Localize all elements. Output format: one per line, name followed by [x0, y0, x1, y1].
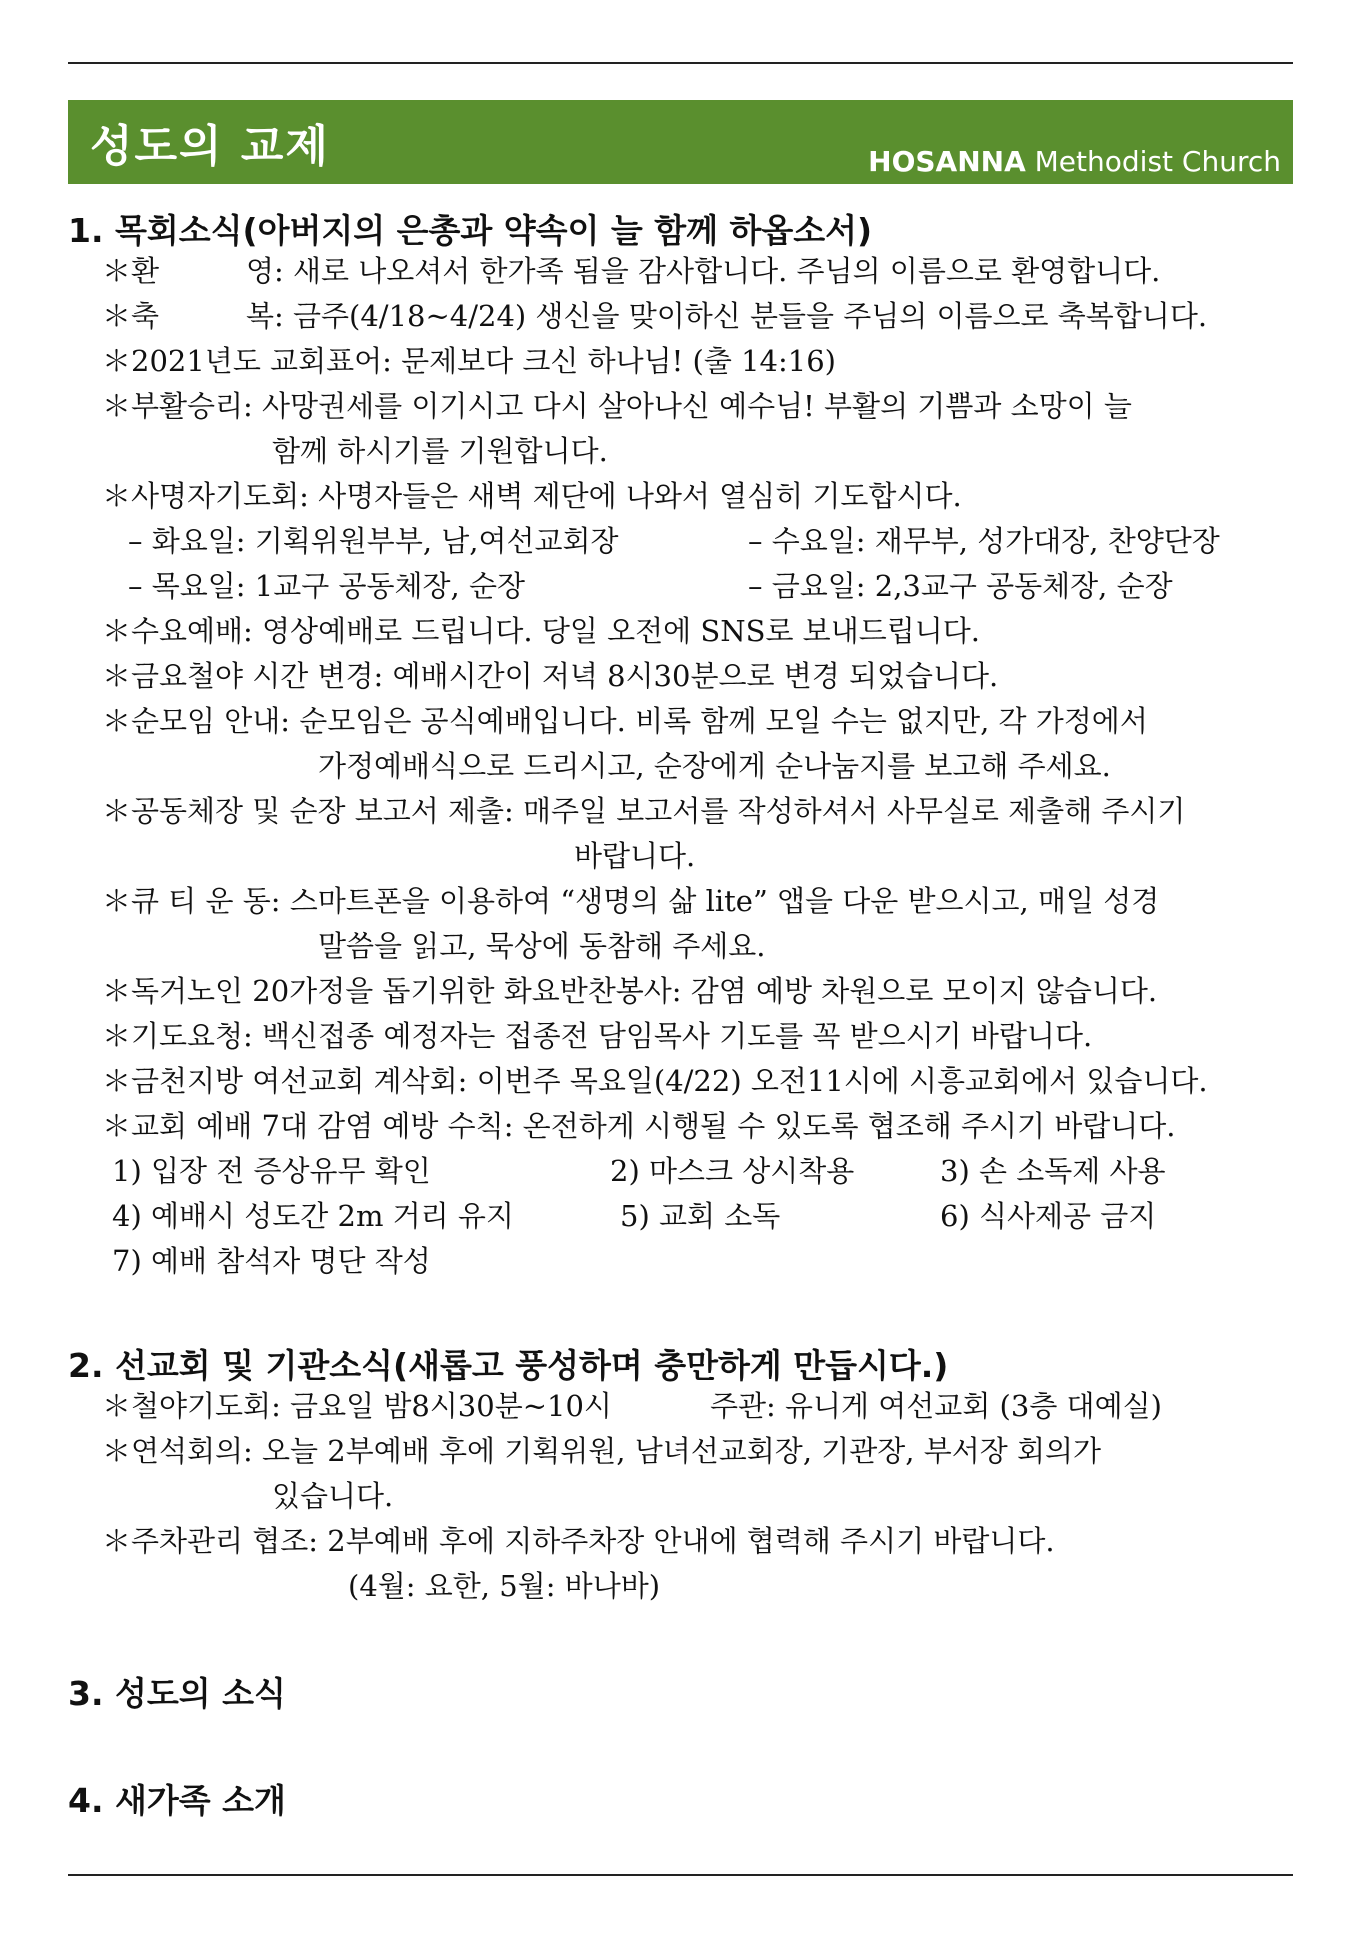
parking-line-cont: (4월: 요한, 5월: 바나바) — [348, 1569, 661, 1603]
wednesday-line: – 수요일: 재무부, 성가대장, 찬양단장 — [748, 524, 1220, 558]
section2-heading: 2. 선교회 및 기관소식(새롭고 풍성하며 충만하게 만듭시다.) — [68, 1346, 949, 1385]
bottom-rule — [68, 1874, 1293, 1876]
prayer-meeting-line: ＊사명자기도회: 사명자들은 새벽 제단에 나와서 열심히 기도합시다. — [102, 479, 962, 513]
tuesday-line: – 화요일: 기획위원부부, 남,여선교회장 — [128, 524, 619, 558]
report-line: ＊공동체장 및 순장 보고서 제출: 매주일 보고서를 작성하셔서 사무실로 제출해 주시기 — [102, 794, 1186, 828]
rule-4: 4) 예배시 성도간 2m 거리 유지 — [112, 1199, 514, 1233]
blessing-line: ＊축 복: 금주(4/18~4/24) 생신을 맞이하신 분들을 주님의 이름으로 축복합니다. — [102, 299, 1208, 333]
section-banner — [68, 100, 1293, 184]
elderly-service-line: ＊독거노인 20가정을 돕기위한 화요반찬봉사: 감염 예방 차원으로 모이지 않습니다. — [102, 974, 1158, 1008]
cell-meeting-line: ＊순모임 안내: 순모임은 공식예배입니다. 비록 함께 모일 수는 없지만, 각 가정에서 — [102, 704, 1148, 738]
vigil-prayer-line: ＊철야기도회: 금요일 밤8시30분~10시 — [102, 1389, 612, 1423]
church-name-bold: HOSANNA — [868, 145, 1026, 178]
qt-line-cont: 말씀을 읽고, 묵상에 동참해 주세요. — [318, 929, 766, 963]
vigil-host-line: 주관: 유니게 여선교회 (3층 대예실) — [710, 1389, 1162, 1423]
report-line-cont: 바랍니다. — [574, 839, 696, 873]
section4-heading: 4. 새가족 소개 — [68, 1781, 286, 1820]
district-meeting-line: ＊금천지방 여선교회 계삭회: 이번주 목요일(4/22) 오전11시에 시흥교회에서 있습니다. — [102, 1064, 1208, 1098]
wednesday-service-line: ＊수요예배: 영상예배로 드립니다. 당일 오전에 SNS로 보내드립니다. — [102, 614, 980, 648]
cell-meeting-line-cont: 가정예배식으로 드리시고, 순장에게 순나눔지를 보고해 주세요. — [318, 749, 1111, 783]
rule-7: 7) 예배 참석자 명단 작성 — [112, 1244, 431, 1278]
church-name — [868, 145, 1281, 178]
church-name-rest: Methodist Church — [1025, 145, 1281, 178]
friday-vigil-line: ＊금요철야 시간 변경: 예배시간이 저녁 8시30분으로 변경 되었습니다. — [102, 659, 999, 693]
rule-6: 6) 식사제공 금지 — [940, 1199, 1157, 1233]
section1-heading: 1. 목회소식(아버지의 은총과 약속이 늘 함께 하옵소서) — [68, 211, 873, 250]
rule-1: 1) 입장 전 증상유무 확인 — [112, 1154, 431, 1188]
banner-title: 성도의 교제 — [90, 121, 330, 172]
section3-heading: 3. 성도의 소식 — [68, 1674, 286, 1713]
friday-line: – 금요일: 2,3교구 공동체장, 순장 — [748, 569, 1173, 603]
rule-2: 2) 마스크 상시착용 — [610, 1154, 855, 1188]
welcome-line: ＊환 영: 새로 나오셔서 한가족 됨을 감사합니다. 주님의 이름으로 환영합니다. — [102, 254, 1161, 288]
motto-line: ＊2021년도 교회표어: 문제보다 크신 하나님! (출 14:16) — [102, 344, 836, 378]
joint-meeting-line: ＊연석회의: 오늘 2부예배 후에 기획위원, 남녀선교회장, 기관장, 부서장 회의가 — [102, 1434, 1102, 1468]
easter-line: ＊부활승리: 사망권세를 이기시고 다시 살아나신 예수님! 부활의 기쁨과 소망이 늘 — [102, 389, 1132, 423]
rule-5: 5) 교회 소독 — [620, 1199, 781, 1233]
rule-3: 3) 손 소독제 사용 — [940, 1154, 1166, 1188]
thursday-line: – 목요일: 1교구 공동체장, 순장 — [128, 569, 525, 603]
prayer-request-line: ＊기도요청: 백신접종 예정자는 접종전 담임목사 기도를 꼭 받으시기 바랍니다. — [102, 1019, 1093, 1053]
parking-line: ＊주차관리 협조: 2부예배 후에 지하주차장 안내에 협력해 주시기 바랍니다. — [102, 1524, 1055, 1558]
top-rule — [68, 62, 1293, 64]
rules-line: ＊교회 예배 7대 감염 예방 수칙: 온전하게 시행될 수 있도록 협조해 주시기 바랍니다. — [102, 1109, 1176, 1143]
qt-line: ＊큐 티 운 동: 스마트폰을 이용하여 “생명의 삶 lite” 앱을 다운 받으시고, 매일 성경 — [102, 884, 1160, 918]
easter-line-cont: 함께 하시기를 기원합니다. — [272, 434, 608, 468]
joint-meeting-line-cont: 있습니다. — [272, 1479, 394, 1513]
